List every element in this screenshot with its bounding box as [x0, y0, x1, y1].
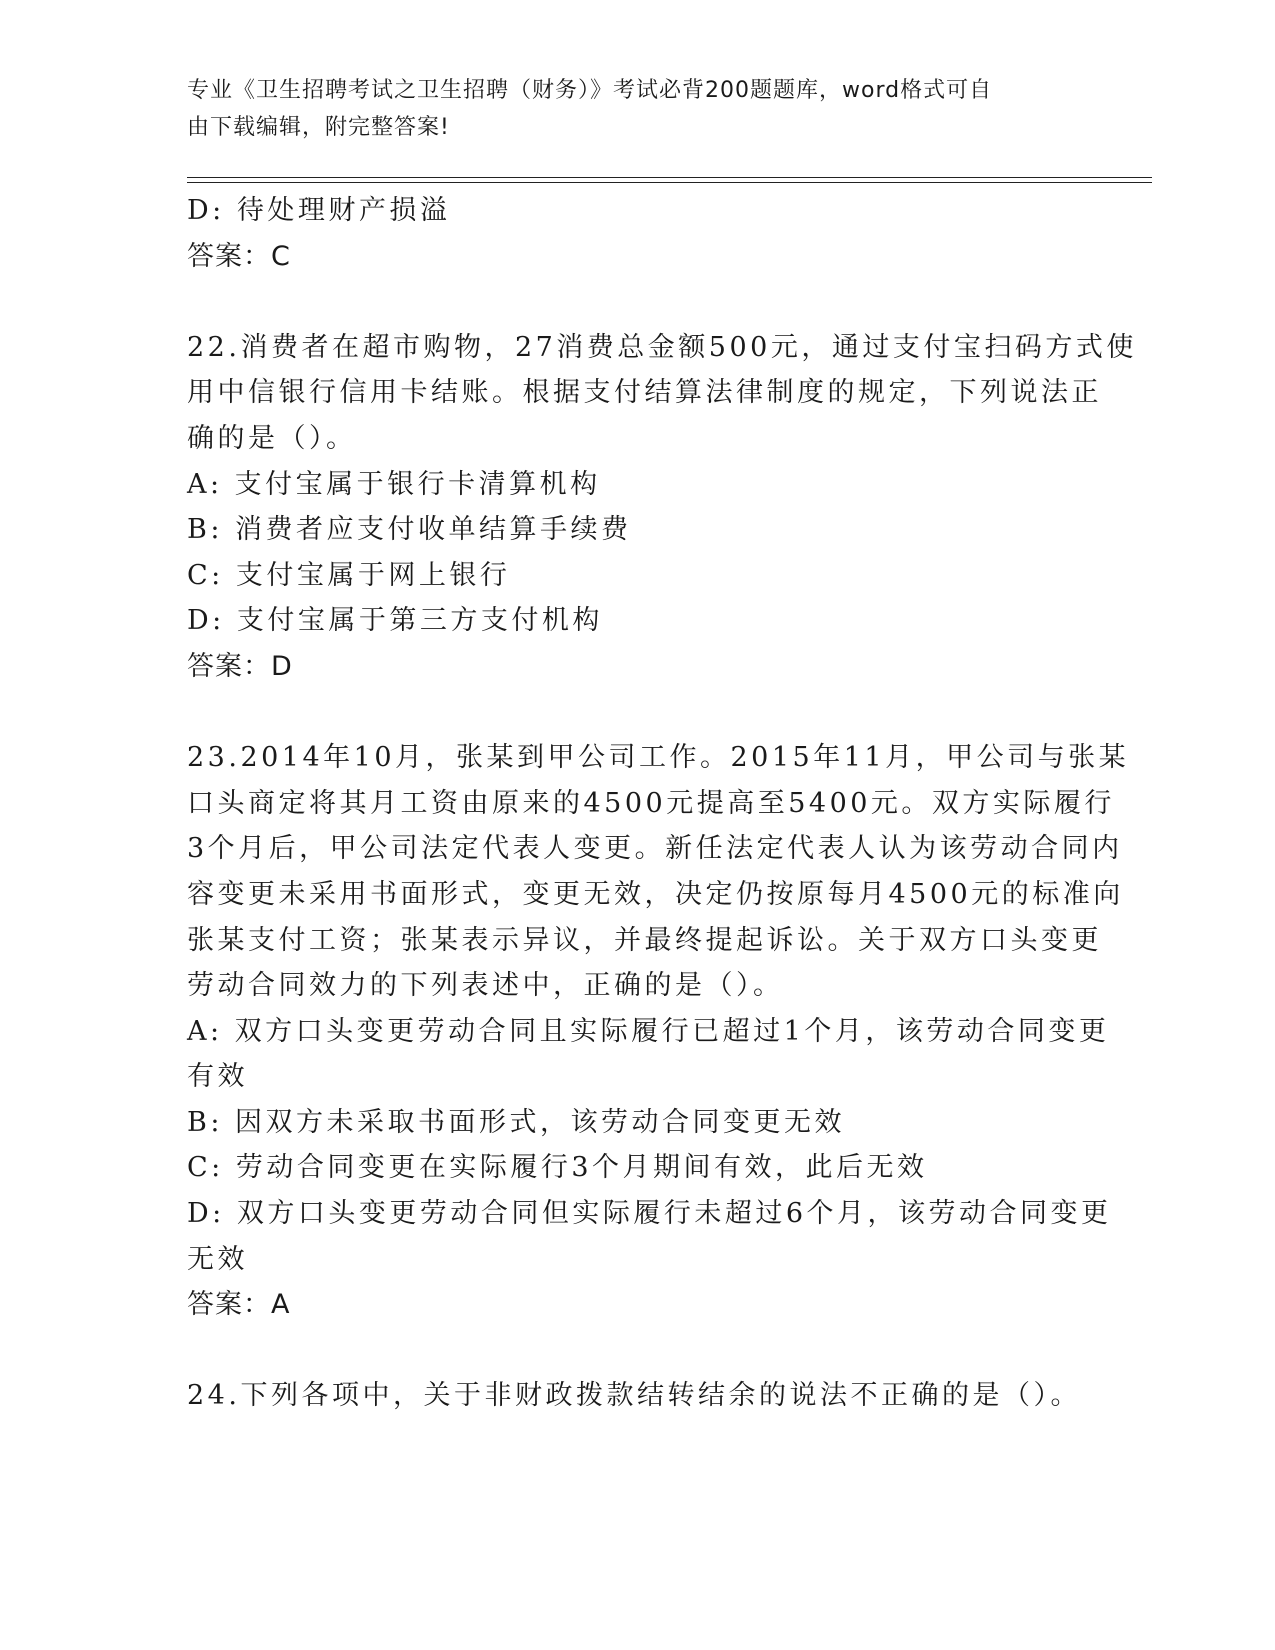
q23-stem-line: 张某支付工资；张某表示异议，并最终提起诉讼。关于双方口头变更: [187, 924, 1102, 956]
q22-option-d: D: 支付宝属于第三方支付机构: [187, 605, 603, 637]
q23-option-a: A: 双方口头变更劳动合同且实际履行已超过1个月，该劳动合同变更: [187, 1015, 1110, 1047]
q23-option-d: D: 双方口头变更劳动合同但实际履行未超过6个月，该劳动合同变更: [187, 1198, 1112, 1230]
q23-stem-line: 容变更未采用书面形式，变更无效，决定仍按原每月4500元的标准向: [187, 878, 1124, 910]
spacer: [187, 690, 1087, 736]
header-divider-top: [187, 177, 1152, 178]
q23-option-b: B: 因双方未采取书面形式，该劳动合同变更无效: [187, 1106, 846, 1138]
spacer: [187, 279, 1087, 325]
document-header: [187, 72, 1067, 146]
q23-option-c: C: 劳动合同变更在实际履行3个月期间有效，此后无效: [187, 1152, 928, 1184]
spacer: [187, 1328, 1087, 1374]
q22-option-a: A: 支付宝属于银行卡清算机构: [187, 468, 601, 500]
q22-stem-line: 22.消费者在超市购物，27消费总金额500元，通过支付宝扫码方式使: [187, 331, 1137, 363]
question-24: [187, 1373, 1087, 1419]
q23-stem-line: 劳动合同效力的下列表述中，正确的是（）。: [187, 970, 784, 1002]
header-line-1: 专业《卫生招聘考试之卫生招聘（财务）》考试必背200题题库，word格式可自: [187, 78, 993, 103]
q22-option-b: B: 消费者应支付收单结算手续费: [187, 514, 632, 546]
q23-stem-line: 23.2014年10月，张某到甲公司工作。2015年11月，甲公司与张某: [187, 742, 1130, 774]
q23-answer: 答案：A: [187, 1289, 291, 1321]
header-line-2: 由下载编辑，附完整答案!: [187, 115, 450, 140]
q22-stem-line: 确的是（）。: [187, 422, 357, 454]
q22-answer: 答案：D: [187, 650, 293, 682]
q23-option-a-cont: 有效: [187, 1061, 248, 1093]
q22-option-c: C: 支付宝属于网上银行: [187, 559, 511, 591]
q21-option-d: D: 待处理财产损溢: [187, 195, 451, 226]
q23-option-d-cont: 无效: [187, 1243, 248, 1275]
q23-stem-line: 口头商定将其月工资由原来的4500元提高至5400元。双方实际履行: [187, 787, 1115, 819]
question-23: [187, 735, 1130, 1328]
question-content: [187, 188, 1137, 1419]
q21-answer: 答案：C: [187, 240, 291, 272]
header-divider-bottom: [187, 182, 1152, 183]
q24-stem-line: 24.下列各项中，关于非财政拨款结转结余的说法不正确的是（）。: [187, 1380, 1081, 1412]
question-22: [187, 325, 1137, 690]
q22-stem-line: 用中信银行信用卡结账。根据支付结算法律制度的规定，下列说法正: [187, 377, 1102, 409]
q23-stem-line: 3个月后，甲公司法定代表人变更。新任法定代表人认为该劳动合同内: [187, 833, 1123, 865]
